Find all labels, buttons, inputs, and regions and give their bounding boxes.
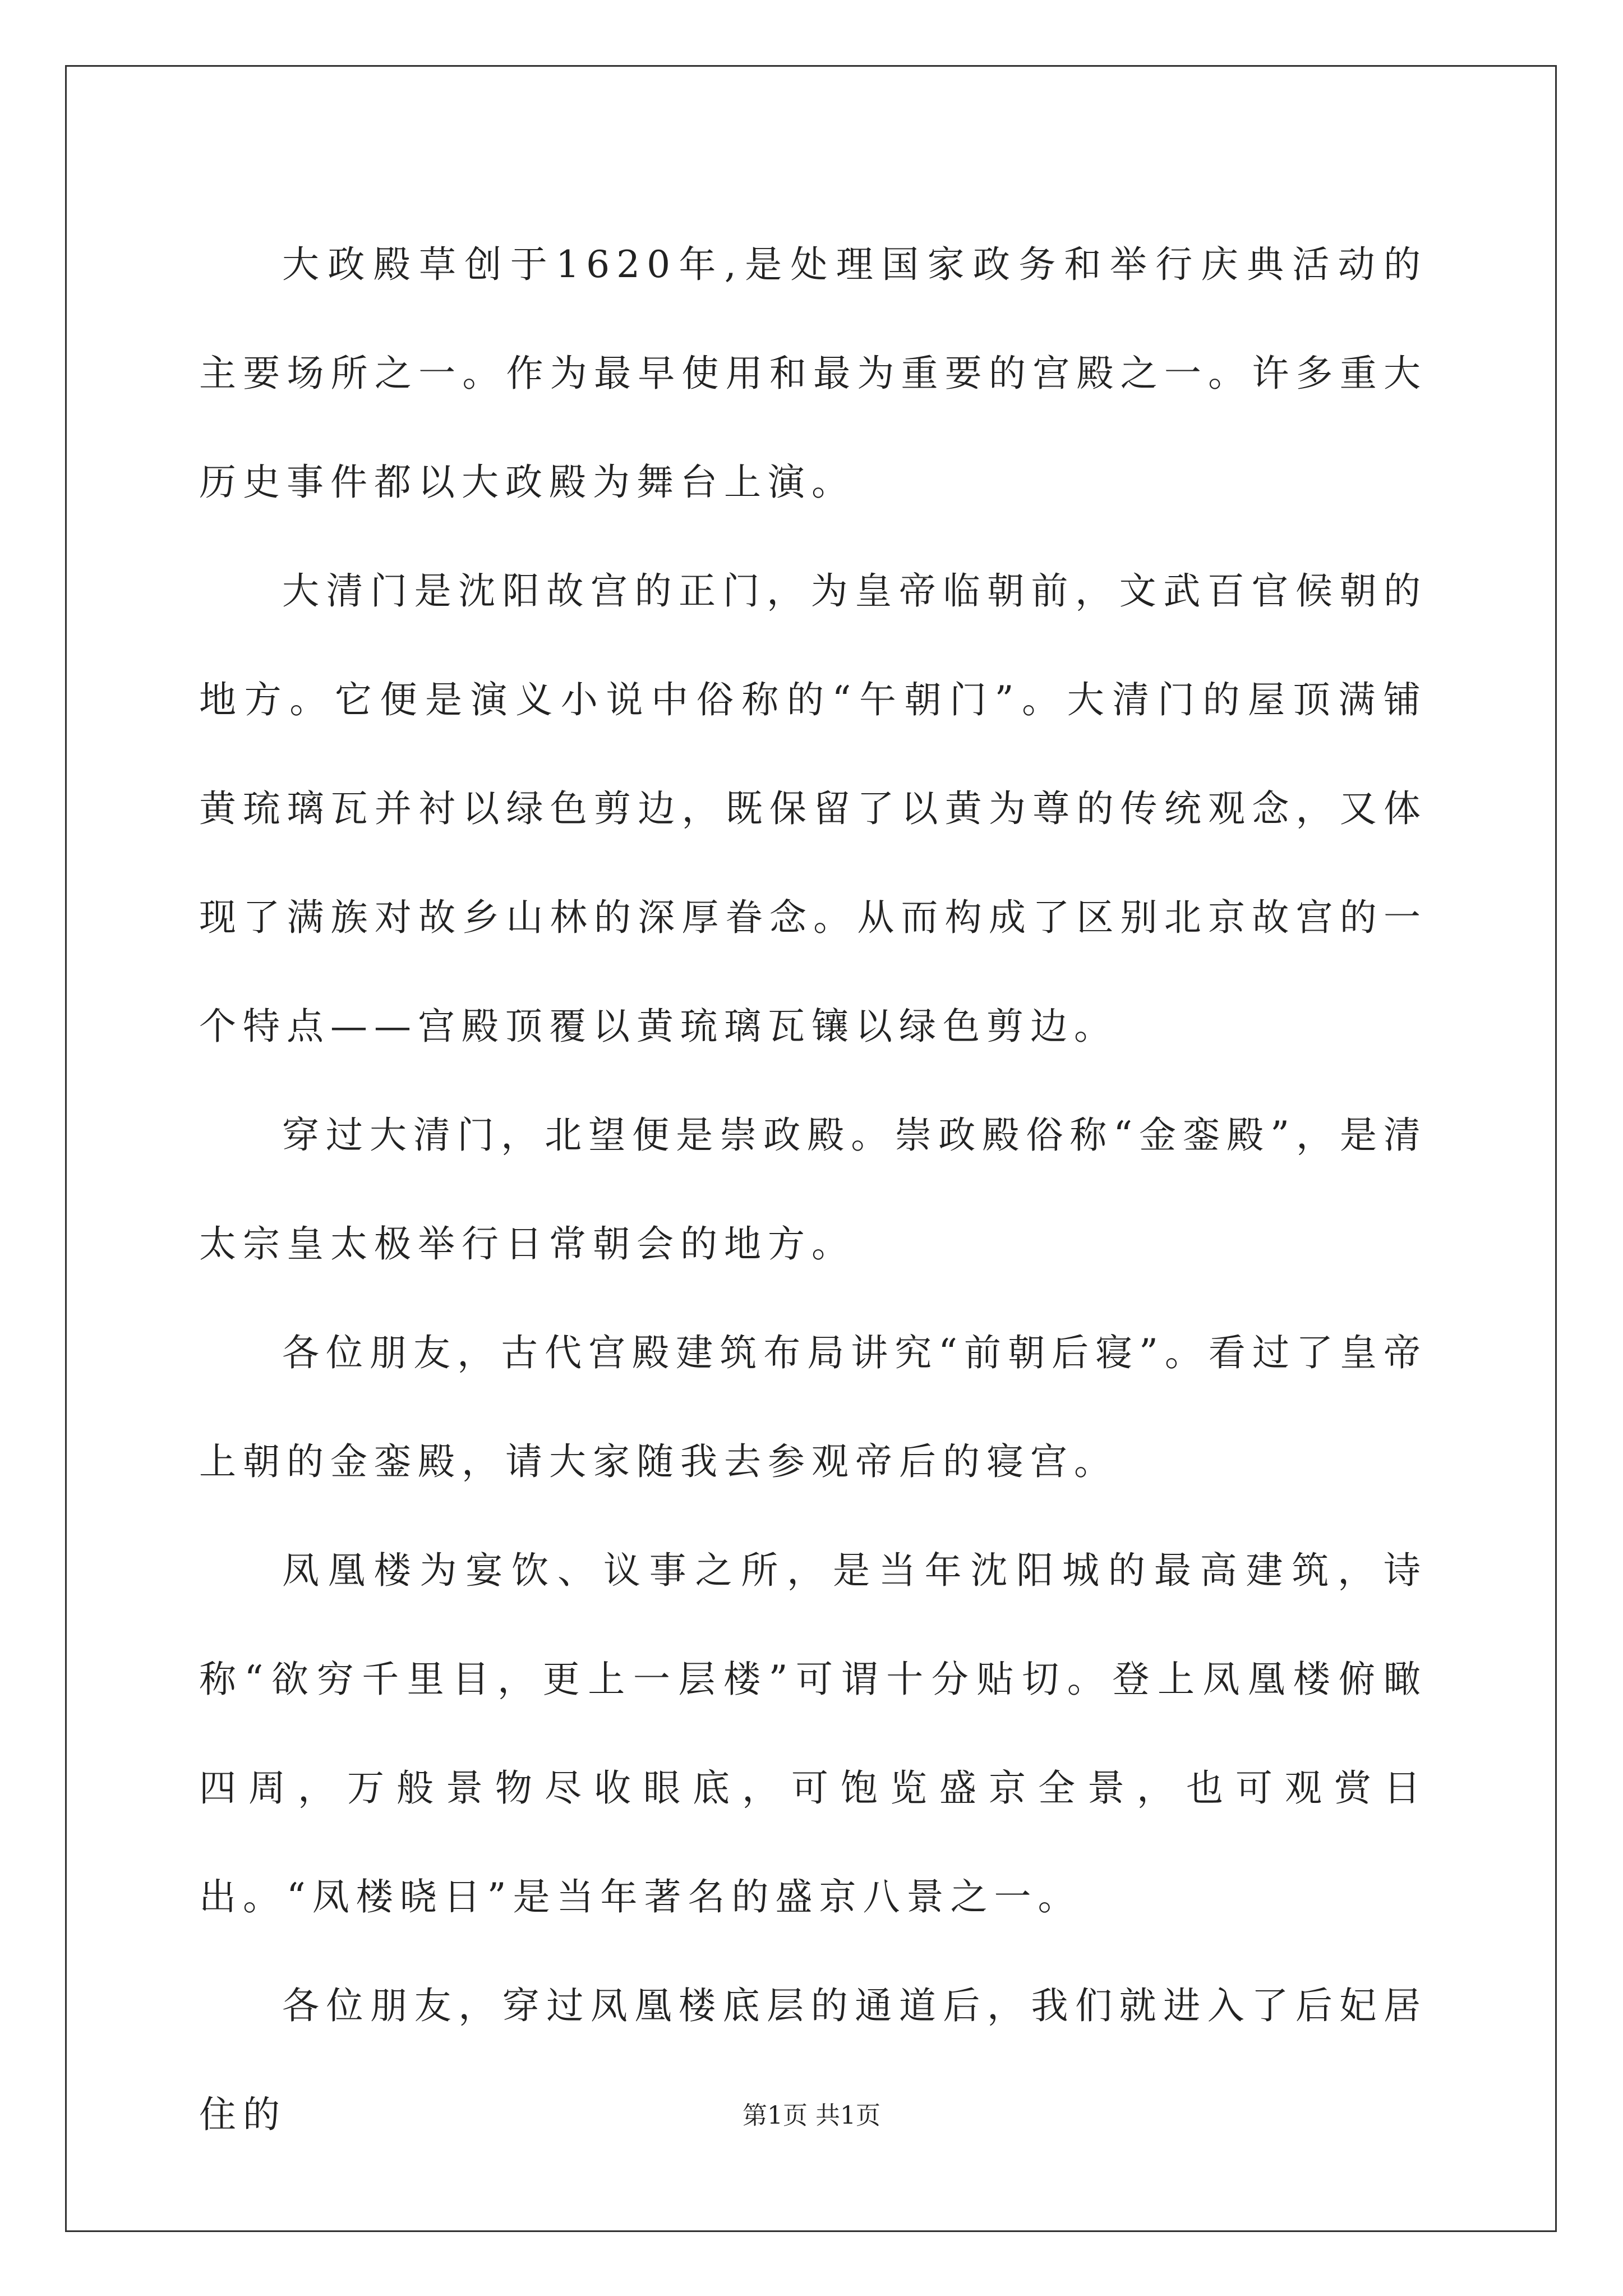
paragraph-1: 大政殿草创于1620年,是处理国家政务和举行庆典活动的主要场所之一。作为最早使用和最为重要的宫殿之一。许多重大历史事件都以大政殿为舞台上演。 — [199, 243, 1427, 504]
paragraph-2: 大清门是沈阳故宫的正门，为皇帝临朝前，文武百官候朝的地方。它便是演义小说中俗称的“午朝门”。大清门的屋顶满铺黄琉璃瓦并衬以绿色剪边，既保留了以黄为尊的传统观念，又体现了满族对故乡山林的深厚眷念。从而构成了区别北京故宫的一个特点——宫殿顶覆以黄琉璃瓦镶以绿色剪边。 — [199, 569, 1427, 1048]
paragraph-4: 各位朋友，古代宫殿建筑布局讲究“前朝后寝”。看过了皇帝上朝的金銮殿，请大家随我去参观帝后的寝宫。 — [199, 1331, 1427, 1483]
paragraph-3: 穿过大清门，北望便是崇政殿。崇政殿俗称“金銮殿”，是清太宗皇太极举行日常朝会的地方。 — [199, 1114, 1427, 1266]
page-footer: 第1页 共1页 — [743, 2101, 880, 2130]
paragraph-5: 凤凰楼为宴饮、议事之所，是当年沈阳城的最高建筑，诗称“欲穷千里目，更上一层楼”可谓十分贴切。登上凤凰楼俯瞰四周，万般景物尽收眼底，可饱览盛京全景，也可观赏日出。“凤楼晓日”是当年著名的盛京八景之一。 — [199, 1549, 1427, 1918]
document-body — [199, 210, 1427, 2169]
paragraph-6: 各位朋友，穿过凤凰楼底层的通道后，我们就进入了后妃居住的 — [199, 1984, 1427, 2136]
